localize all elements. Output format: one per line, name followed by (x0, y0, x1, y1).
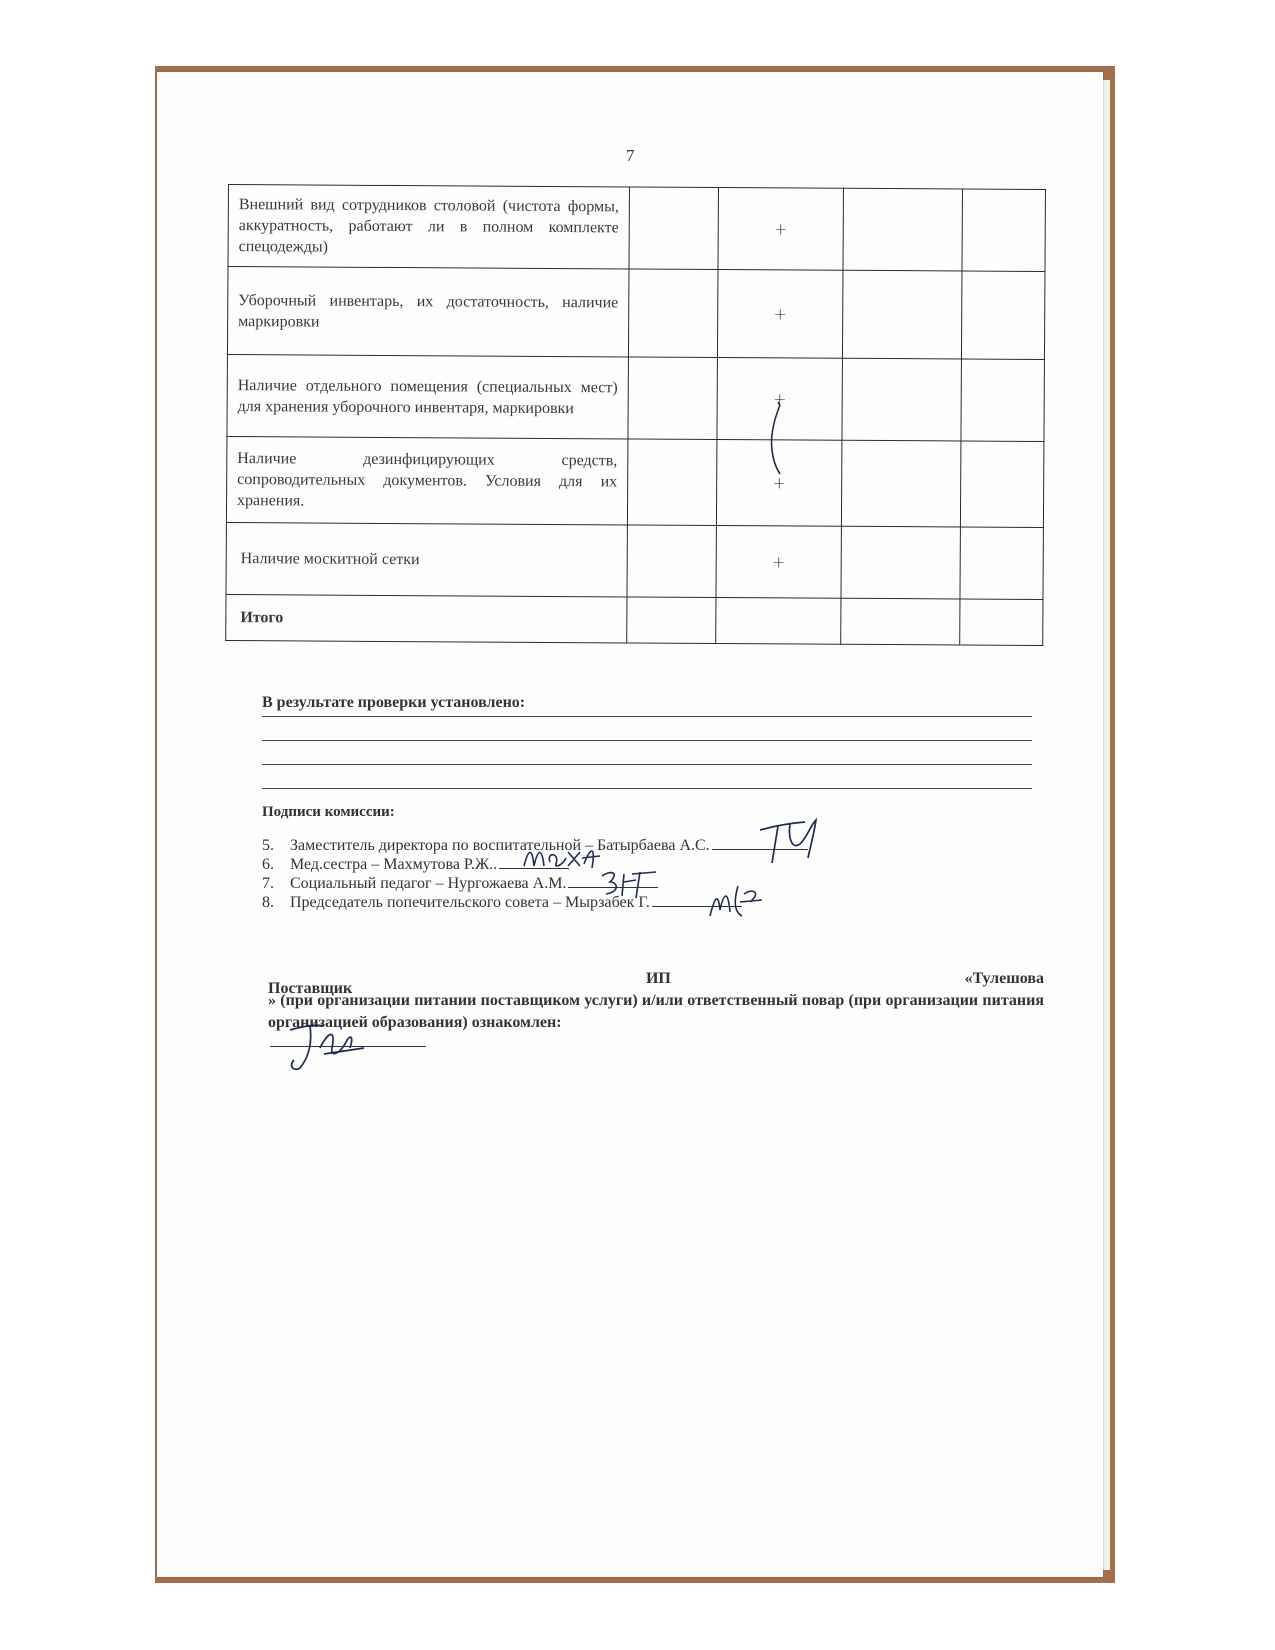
result-label: В результате проверки установлено: (262, 694, 526, 711)
supplier-ip: ИП (645, 970, 671, 987)
total-label: Итого (226, 594, 627, 642)
signature-line: 7. Социальный педагог – Нургожаева А.М. (262, 874, 808, 893)
check-mark: + (716, 439, 842, 526)
signature-line: 5. Заместитель директора по воспитательной – Батырбаева А.С. (262, 836, 808, 855)
supplier-text: » (при организации питании поставщиком услуги) и/или ответственный повар (при организации питания организацией образования) ознакомлен: (268, 992, 1044, 1031)
supplier-label: Поставщик (268, 980, 353, 997)
check-mark: + (716, 525, 841, 598)
signature-line: 8. Председатель попечительского совета – Мырзабек Г. (262, 893, 808, 912)
supplier-name-start: «Тулешова (964, 970, 1044, 987)
supplier-block (268, 968, 1044, 1034)
signature-makhmutova (520, 838, 604, 874)
result-line (262, 788, 1032, 789)
criterion-cell: Наличие дезинфицирующих средств, сопроводительных документов. Условия для их хранения. (226, 436, 628, 524)
criterion-cell: Наличие отдельного помещения (специальных мест) для хранения уборочного инвентаря, маркировки (227, 354, 628, 438)
handwritten-bracket (760, 400, 790, 480)
table-row (228, 185, 1045, 272)
signature-batyrbaeva (750, 808, 830, 868)
result-line (262, 764, 1032, 765)
checklist-table (225, 184, 1046, 646)
check-mark: + (717, 269, 843, 358)
check-mark: + (717, 357, 842, 440)
signature-supplier (280, 1018, 370, 1074)
table-row (227, 267, 1045, 360)
signature-line: 6. Мед.сестра – Махмутова Р.Ж.. (262, 855, 808, 874)
check-mark: + (718, 187, 843, 270)
table-row (227, 354, 1044, 441)
result-line (262, 716, 1032, 717)
signature-nurgozhaeva (596, 862, 662, 902)
table-row (226, 522, 1043, 599)
signatures-title: Подписи комиссии: (262, 804, 395, 820)
result-line (262, 740, 1032, 741)
page-number: 7 (626, 146, 635, 165)
signature-myrzabek (704, 880, 768, 922)
criterion-cell: Наличие москитной сетки (226, 522, 627, 596)
criterion-cell: Внешний вид сотрудников столовой (чистота формы, аккуратность, работают ли в полном комплекте спецодежды) (228, 185, 629, 269)
table-row (226, 436, 1044, 527)
criterion-cell: Уборочный инвентарь, их достаточность, наличие маркировки (227, 267, 629, 357)
table-row (226, 594, 1043, 645)
